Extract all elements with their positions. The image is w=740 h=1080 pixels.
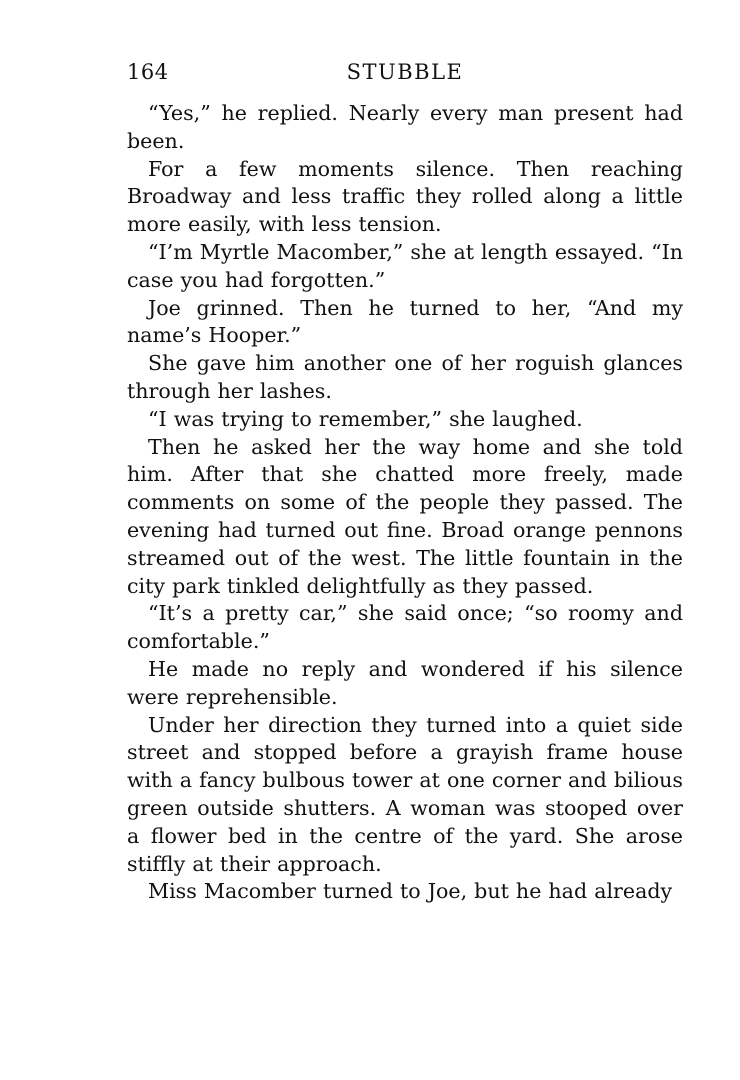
running-header bbox=[127, 60, 683, 90]
paragraph: Miss Macomber turned to Joe, but he had already bbox=[148, 879, 673, 904]
paragraph: Then he asked her the way home and she told him. After that she chatted more freely, made comments on some of the people they passed. The evening had turned out fine. Broad orange pennons streamed out of the west. The little fountain in the city park tinkled delightfully as they passed. bbox=[127, 434, 683, 598]
paragraph: Joe grinned. Then he turned to her, “And my name’s Hooper.” bbox=[127, 295, 683, 348]
paragraph: For a few moments silence. Then reaching Broadway and less traffic they rolled along a little more easily, with less tension. bbox=[127, 156, 683, 237]
paragraph: “Yes,” he replied. Nearly every man present had been. bbox=[127, 101, 683, 153]
paragraph: Under her direction they turned into a quiet side street and stopped before a grayish frame house with a fancy bulbous tower at one corner and bilious green outside shutters. A woman was stooped over a flower bed in the centre of the yard. She arose stiffly at their approach. bbox=[127, 712, 683, 876]
body-text bbox=[127, 100, 683, 906]
paragraph: “I was trying to remember,” she laughed. bbox=[148, 406, 583, 431]
paragraph: “It’s a pretty car,” she said once; “so roomy and comfortable.” bbox=[127, 601, 683, 654]
paragraph: He made no reply and wondered if his silence were reprehensible. bbox=[127, 656, 683, 709]
paragraph: She gave him another one of her roguish glances through her lashes. bbox=[127, 351, 683, 403]
paragraph: “I’m Myrtle Macomber,” she at length essayed. “In case you had forgotten.” bbox=[127, 239, 683, 292]
book-title: STUBBLE bbox=[346, 60, 464, 84]
page-number: 164 bbox=[127, 60, 169, 84]
